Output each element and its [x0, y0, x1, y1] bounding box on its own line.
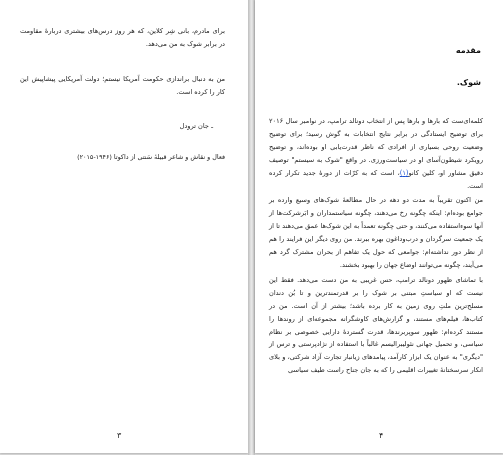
page-number-left: ۳ [117, 431, 122, 440]
dedication-paragraph: برای مادرم، بانی شِر کلاین، که هر روز درس‌های بیشتری دربارهٔ مقاومت در برابر شوک به من می‌دهد. [20, 27, 225, 48]
body-text-before-ref: کلمه‌ای‌ست که بارها و بارها پس از انتخاب دونالد ترامپ، در نوامبر سال ۲۰۱۶ برای توضیح ایستادگی در برابر نتایج انتخابات به گوش رسید؛ برای توضیح وضعیت روحی بسیاری از افرادی که ناظر قدرت‌یابی او بوده‌اند، و توضیح رویکرد شیطون‌آسای او در سیاست‌ورزی. در واقع "شوک به سیستم" توصیف دقیق مشاور او، کلین کانو [269, 117, 484, 177]
body-paragraph-3: با تماشای ظهور دونالد ترامپ، حس غریبی به من دست می‌دهد. فقط این نیست که او سیاستِ مبتنی بر شوک را بر قدرتمندترین و تا بُن دندان مسلح‌ترین ملتِ روی زمین به کار برده باشد؛ بیشتر از آن است. من در کتاب‌ها، فیلم‌های مستند، و گزارش‌های کاوشگرانه مجموعه‌ای از روندها را مستند کرده‌ام: ظهور سوپربرندها، قدرت گستردهٔ دارایی خصوصی بر نظام سیاسی، و تحمیل جهانی نئولیبرالیسم غالباً با استفاده از نژادپرستی و ترس از "دیگری" به عنوان یک ابزار کارآمد، پیامدهای زیانبار تجارت آزاد شرکتی، و بلای انکار سرسختانهٔ تغییرات اقلیمی را که به جان جناح راست طیف سیاسی [269, 275, 483, 375]
author-bio: فعال و نقاش و شاعر قبیلهٔ سَنتی از داکوتا (۱۹۴۶-۲۰۱۵) [77, 153, 225, 161]
body-paragraph-1 [269, 115, 483, 192]
left-page [0, 0, 248, 453]
body-paragraph-2: من اکنون تقریباً به مدت دو دهه در حال مطالعهٔ شوک‌های وسیع وارده بر جوامع بوده‌ام: اینکه چگونه رخ می‌دهند، چگونه سیاستمداران و ابَرشرکت‌ها از آنها سوءاستفاده می‌کنند، و حتی چگونه تعمداً به این شوک‌ها عمق می‌دهند تا از یک جمعیت سرگردان و درب‌وداغون بهره ببرند. من روی دیگر این فرایند را هم از نظر دور نداشته‌ام: جوامعی که حول یک تفاهم از بحران مشترک گرد هم می‌آیند، چگونه می‌توانند اوضاع جهان را بهبود بخشند. [269, 196, 483, 269]
right-page [255, 0, 503, 453]
page-number-right: ۴ [379, 431, 384, 440]
body-text [269, 115, 483, 379]
chapter-heading: مقدمه [455, 46, 481, 55]
body-text-after-ref: ، است که به کرّات از دورهٔ جدید تکرار کرده است. [269, 168, 483, 190]
book-gutter [248, 0, 255, 455]
footnote-reference-link[interactable]: (۱) [399, 168, 409, 177]
section-subheading: شوک. [456, 78, 481, 87]
epigraph-quote: من به دنبال براندازی حکومت آمریکا نیستم؛ دولت آمریکایی پیشاپیش این کار را کرده است. [20, 75, 225, 96]
epigraph-author: ـ جان ترودل [179, 122, 213, 130]
